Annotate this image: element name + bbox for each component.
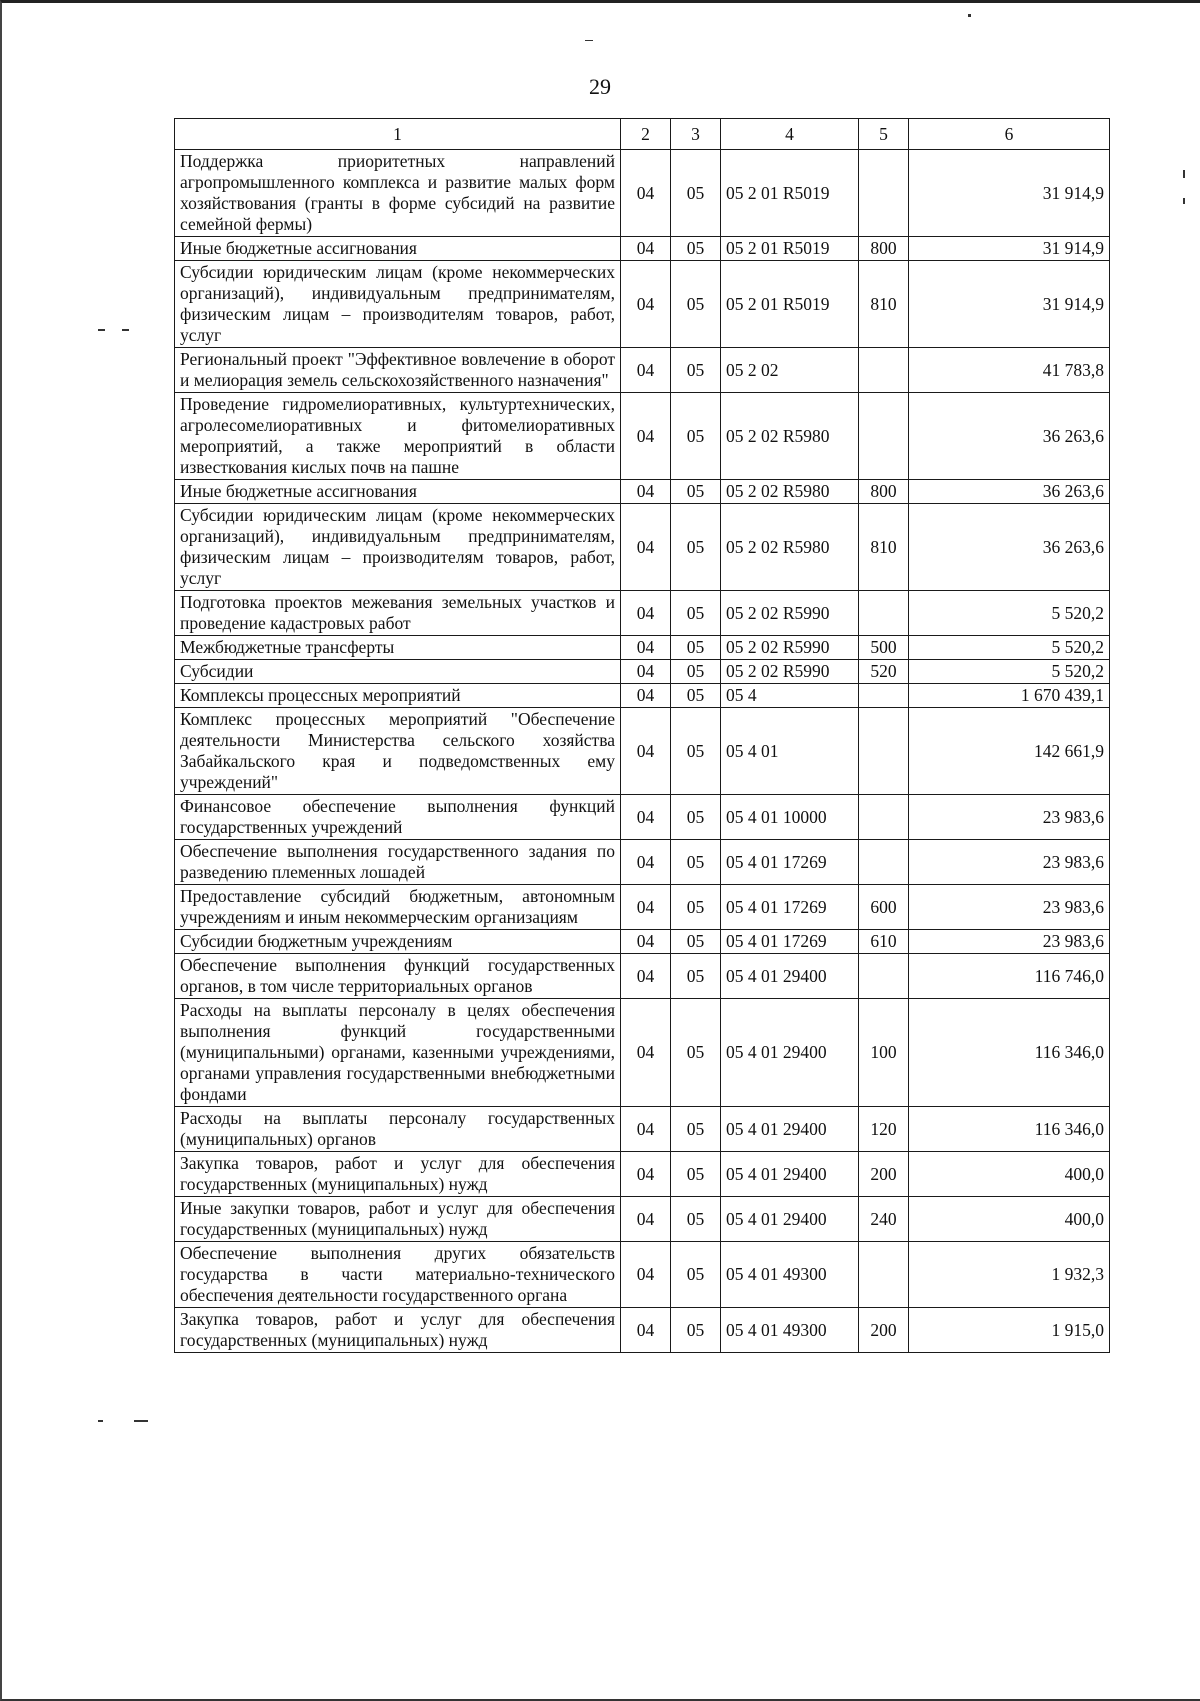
scan-speck (134, 1420, 148, 1422)
table-row (175, 1152, 1110, 1197)
row-code: 05 4 01 29400 (721, 1152, 859, 1197)
row-name: Расходы на выплаты персоналу государственных (муниципальных) органов (175, 1107, 621, 1152)
row-code: 05 2 01 R5019 (721, 237, 859, 261)
row-code: 05 4 01 17269 (721, 840, 859, 885)
row-subsection: 05 (671, 1308, 721, 1353)
row-name: Подготовка проектов межевания земельных участков и проведение кадастровых работ (175, 591, 621, 636)
row-section: 04 (621, 708, 671, 795)
table-row (175, 795, 1110, 840)
table-row (175, 504, 1110, 591)
row-name: Обеспечение выполнения функций государственных органов, в том числе территориальных органов (175, 954, 621, 999)
row-subsection: 05 (671, 636, 721, 660)
row-expense-type (859, 840, 909, 885)
row-code: 05 4 01 10000 (721, 795, 859, 840)
table-body (175, 150, 1110, 1353)
row-subsection: 05 (671, 684, 721, 708)
row-subsection: 05 (671, 954, 721, 999)
scan-speck (585, 40, 593, 41)
row-subsection: 05 (671, 261, 721, 348)
row-amount: 116 346,0 (909, 1107, 1110, 1152)
row-expense-type (859, 1242, 909, 1308)
row-section: 04 (621, 1107, 671, 1152)
row-name: Субсидии бюджетным учреждениям (175, 930, 621, 954)
row-subsection: 05 (671, 795, 721, 840)
table-row (175, 348, 1110, 393)
row-name: Обеспечение выполнения государственного задания по разведению племенных лошадей (175, 840, 621, 885)
row-amount: 142 661,9 (909, 708, 1110, 795)
row-subsection: 05 (671, 885, 721, 930)
row-name: Поддержка приоритетных направлений агропромышленного комплекса и развитие малых форм хозяйствования (гранты в форме субсидий на развитие семейной фермы) (175, 150, 621, 237)
row-expense-type: 800 (859, 480, 909, 504)
row-code: 05 4 01 49300 (721, 1242, 859, 1308)
row-expense-type: 600 (859, 885, 909, 930)
row-expense-type: 500 (859, 636, 909, 660)
table-row (175, 885, 1110, 930)
row-name: Комплекс процессных мероприятий "Обеспечение деятельности Министерства сельского хозяйства Забайкальского края и подведомственных ему учреждений" (175, 708, 621, 795)
row-code: 05 4 01 29400 (721, 999, 859, 1107)
table-row (175, 840, 1110, 885)
row-expense-type: 520 (859, 660, 909, 684)
row-section: 04 (621, 954, 671, 999)
row-amount: 1 670 439,1 (909, 684, 1110, 708)
row-amount: 23 983,6 (909, 840, 1110, 885)
row-amount: 400,0 (909, 1197, 1110, 1242)
row-section: 04 (621, 885, 671, 930)
row-code: 05 2 01 R5019 (721, 261, 859, 348)
row-name: Финансовое обеспечение выполнения функций государственных учреждений (175, 795, 621, 840)
row-subsection: 05 (671, 591, 721, 636)
row-name: Субсидии юридическим лицам (кроме некоммерческих организаций), индивидуальным предпринимателям, физическим лицам – производителям товаров, работ, услуг (175, 261, 621, 348)
row-subsection: 05 (671, 237, 721, 261)
row-expense-type: 800 (859, 237, 909, 261)
row-amount: 1 932,3 (909, 1242, 1110, 1308)
row-amount: 5 520,2 (909, 660, 1110, 684)
row-section: 04 (621, 999, 671, 1107)
row-name: Закупка товаров, работ и услуг для обеспечения государственных (муниципальных) нужд (175, 1308, 621, 1353)
row-code: 05 2 01 R5019 (721, 150, 859, 237)
row-section: 04 (621, 1308, 671, 1353)
table-row (175, 999, 1110, 1107)
row-subsection: 05 (671, 393, 721, 480)
row-section: 04 (621, 261, 671, 348)
table-row (175, 684, 1110, 708)
row-amount: 1 915,0 (909, 1308, 1110, 1353)
row-amount: 36 263,6 (909, 393, 1110, 480)
row-expense-type: 610 (859, 930, 909, 954)
row-code: 05 4 01 29400 (721, 954, 859, 999)
row-subsection: 05 (671, 840, 721, 885)
row-expense-type: 100 (859, 999, 909, 1107)
row-code: 05 4 01 17269 (721, 885, 859, 930)
page-number: 29 (589, 74, 611, 99)
row-name: Расходы на выплаты персоналу в целях обеспечения выполнения функций государственными (муниципальными) органами, казенными учреждениями, органами управления государственными внебюджетными фондами (175, 999, 621, 1107)
row-section: 04 (621, 795, 671, 840)
column-header: 1 (175, 119, 621, 150)
row-amount: 116 746,0 (909, 954, 1110, 999)
row-code: 05 4 01 49300 (721, 1308, 859, 1353)
row-amount: 31 914,9 (909, 150, 1110, 237)
row-name: Иные бюджетные ассигнования (175, 480, 621, 504)
table-row (175, 1107, 1110, 1152)
row-name: Иные закупки товаров, работ и услуг для обеспечения государственных (муниципальных) нужд (175, 1197, 621, 1242)
row-expense-type (859, 684, 909, 708)
table-row (175, 480, 1110, 504)
row-subsection: 05 (671, 1107, 721, 1152)
row-amount: 5 520,2 (909, 636, 1110, 660)
row-subsection: 05 (671, 1242, 721, 1308)
row-code: 05 2 02 R5980 (721, 504, 859, 591)
row-section: 04 (621, 1152, 671, 1197)
row-amount: 31 914,9 (909, 237, 1110, 261)
row-amount: 41 783,8 (909, 348, 1110, 393)
row-subsection: 05 (671, 1152, 721, 1197)
table-header-row (175, 119, 1110, 150)
scan-speck (1183, 170, 1185, 178)
row-section: 04 (621, 636, 671, 660)
row-expense-type (859, 348, 909, 393)
row-amount: 400,0 (909, 1152, 1110, 1197)
table-row (175, 261, 1110, 348)
table-row (175, 660, 1110, 684)
row-section: 04 (621, 504, 671, 591)
row-subsection: 05 (671, 660, 721, 684)
row-subsection: 05 (671, 150, 721, 237)
row-code: 05 2 02 R5990 (721, 591, 859, 636)
row-section: 04 (621, 840, 671, 885)
table-row (175, 591, 1110, 636)
row-code: 05 4 (721, 684, 859, 708)
row-amount: 23 983,6 (909, 930, 1110, 954)
row-name: Субсидии (175, 660, 621, 684)
scan-speck (968, 14, 971, 17)
row-name: Закупка товаров, работ и услуг для обеспечения государственных (муниципальных) нужд (175, 1152, 621, 1197)
row-name: Обеспечение выполнения других обязательств государства в части материально-технического обеспечения деятельности государственного органа (175, 1242, 621, 1308)
row-subsection: 05 (671, 708, 721, 795)
row-expense-type (859, 393, 909, 480)
row-expense-type (859, 150, 909, 237)
row-code: 05 2 02 R5990 (721, 660, 859, 684)
row-code: 05 2 02 (721, 348, 859, 393)
table-row (175, 708, 1110, 795)
row-subsection: 05 (671, 930, 721, 954)
scan-speck (1183, 198, 1185, 204)
row-name: Иные бюджетные ассигнования (175, 237, 621, 261)
row-amount: 116 346,0 (909, 999, 1110, 1107)
row-expense-type: 810 (859, 261, 909, 348)
row-subsection: 05 (671, 1197, 721, 1242)
table-row (175, 930, 1110, 954)
row-section: 04 (621, 393, 671, 480)
row-name: Региональный проект "Эффективное вовлечение в оборот и мелиорация земель сельскохозяйственного назначения" (175, 348, 621, 393)
row-section: 04 (621, 930, 671, 954)
row-subsection: 05 (671, 480, 721, 504)
row-section: 04 (621, 237, 671, 261)
row-code: 05 4 01 (721, 708, 859, 795)
scan-speck (98, 329, 105, 331)
row-code: 05 4 01 29400 (721, 1197, 859, 1242)
row-name: Предоставление субсидий бюджетным, автономным учреждениям и иным некоммерческим организациям (175, 885, 621, 930)
table-row (175, 393, 1110, 480)
row-subsection: 05 (671, 999, 721, 1107)
row-expense-type: 240 (859, 1197, 909, 1242)
row-name: Комплексы процессных мероприятий (175, 684, 621, 708)
row-expense-type: 200 (859, 1152, 909, 1197)
table-row (175, 954, 1110, 999)
row-section: 04 (621, 660, 671, 684)
row-subsection: 05 (671, 348, 721, 393)
row-section: 04 (621, 684, 671, 708)
row-name: Субсидии юридическим лицам (кроме некоммерческих организаций), индивидуальным предпринимателям, физическим лицам – производителям товаров, работ, услуг (175, 504, 621, 591)
row-section: 04 (621, 480, 671, 504)
row-code: 05 2 02 R5980 (721, 393, 859, 480)
column-header: 2 (621, 119, 671, 150)
row-expense-type (859, 591, 909, 636)
column-header: 4 (721, 119, 859, 150)
row-expense-type: 120 (859, 1107, 909, 1152)
row-section: 04 (621, 1242, 671, 1308)
budget-table (174, 118, 1110, 1353)
row-code: 05 2 02 R5990 (721, 636, 859, 660)
row-amount: 5 520,2 (909, 591, 1110, 636)
row-amount: 36 263,6 (909, 480, 1110, 504)
row-amount: 23 983,6 (909, 795, 1110, 840)
row-code: 05 4 01 17269 (721, 930, 859, 954)
table-row (175, 636, 1110, 660)
row-code: 05 4 01 29400 (721, 1107, 859, 1152)
row-expense-type (859, 954, 909, 999)
table-row (175, 150, 1110, 237)
column-header: 5 (859, 119, 909, 150)
row-section: 04 (621, 348, 671, 393)
row-name: Межбюджетные трансферты (175, 636, 621, 660)
column-header: 3 (671, 119, 721, 150)
scan-speck (122, 329, 129, 331)
column-header: 6 (909, 119, 1110, 150)
row-amount: 23 983,6 (909, 885, 1110, 930)
scan-speck (98, 1420, 103, 1422)
row-section: 04 (621, 591, 671, 636)
table-row (175, 1197, 1110, 1242)
row-amount: 36 263,6 (909, 504, 1110, 591)
row-expense-type (859, 795, 909, 840)
row-section: 04 (621, 150, 671, 237)
row-expense-type: 200 (859, 1308, 909, 1353)
table-row (175, 1242, 1110, 1308)
row-code: 05 2 02 R5980 (721, 480, 859, 504)
row-expense-type (859, 708, 909, 795)
table-row (175, 1308, 1110, 1353)
row-subsection: 05 (671, 504, 721, 591)
row-amount: 31 914,9 (909, 261, 1110, 348)
row-section: 04 (621, 1197, 671, 1242)
table-row (175, 237, 1110, 261)
row-expense-type: 810 (859, 504, 909, 591)
row-name: Проведение гидромелиоративных, культуртехнических, агролесомелиоративных и фитомелиоративных мероприятий, а также мероприятий в области известкования кислых почв на пашне (175, 393, 621, 480)
